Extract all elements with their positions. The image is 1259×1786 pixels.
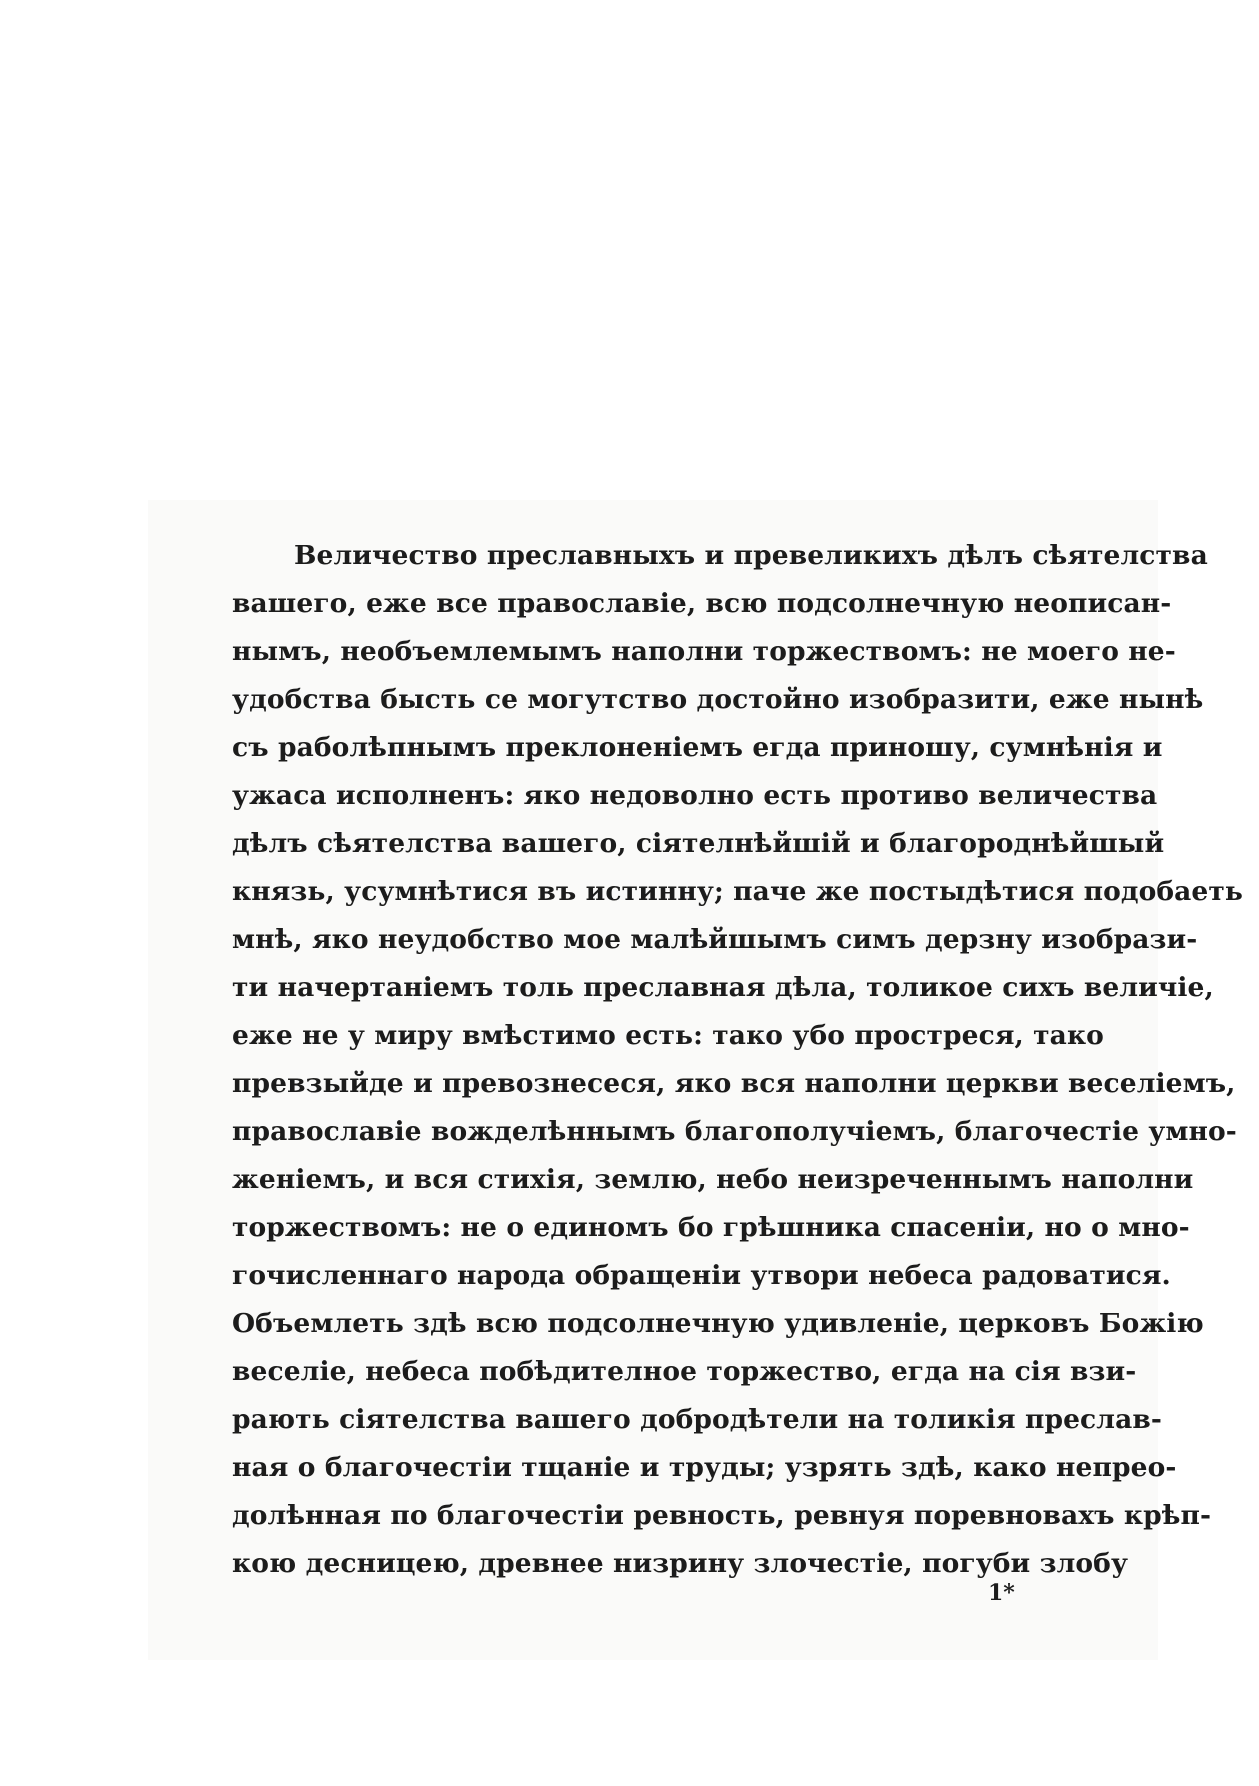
text-line: Величество преславныхъ и превеликихъ дѣлъ сѣятелства (294, 540, 1208, 571)
text-line: вашего, еже все православіе, всю подсолнечную неописан- (232, 588, 1172, 619)
text-line: князь, усумнѣтися въ истинну; паче же постыдѣтися подобаеть (232, 876, 1243, 907)
text-line: гочисленнаго народа обращеніи утвори небеса радоватися. (232, 1260, 1171, 1291)
page-number: 1* (988, 1580, 1015, 1606)
text-line: православіе вожделѣннымъ благополучіемъ, благочестіе умно- (232, 1116, 1237, 1147)
text-line: кою десницею, древнее низрину злочестіе, погуби злобу (232, 1548, 1129, 1579)
text-line: мнѣ, яко неудобство мое малѣйшымъ симъ дерзну изобрази- (232, 924, 1198, 955)
text-line: дѣлъ сѣятелства вашего, сіятелнѣйшій и благороднѣйшый (232, 828, 1165, 859)
text-line: Объемлеть здѣ всю подсолнечную удивленіе, церковъ Божію (232, 1308, 1204, 1339)
text-line: долѣнная по благочестіи ревность, ревнуя поревновахъ крѣп- (232, 1500, 1212, 1531)
text-line: съ раболѣпнымъ преклоненіемъ егда приношу, сумнѣнія и (232, 732, 1163, 763)
text-line: торжествомъ: не о единомъ бо грѣшника спасеніи, но о мно- (232, 1212, 1190, 1243)
text-line: ти начертаніемъ толь преславная дѣла, толикое сихъ величіе, (232, 972, 1214, 1003)
text-line: веселіе, небеса побѣдителное торжество, егда на сія взи- (232, 1356, 1137, 1387)
text-line: женіемъ, и вся стихія, землю, небо неизреченнымъ наполни (232, 1164, 1194, 1195)
text-line: нымъ, необъемлемымъ наполни торжествомъ: не моего не- (232, 636, 1176, 667)
body-text (232, 532, 1243, 1588)
text-line: удобства бысть се могутство достойно изобразити, еже нынѣ (232, 684, 1204, 715)
text-line: ужаса исполненъ: яко недоволно есть противо величества (232, 780, 1158, 811)
text-line: рають сіятелства вашего добродѣтели на толикія преслав- (232, 1404, 1162, 1435)
text-line: ная о благочестіи тщаніе и труды; узрять здѣ, како непрео- (232, 1452, 1177, 1483)
text-line: еже не у миру вмѣстимо есть: тако убо простреся, тако (232, 1020, 1104, 1051)
text-line: превзыйде и превознесеся, яко вся наполни церкви веселіемъ, (232, 1068, 1236, 1099)
